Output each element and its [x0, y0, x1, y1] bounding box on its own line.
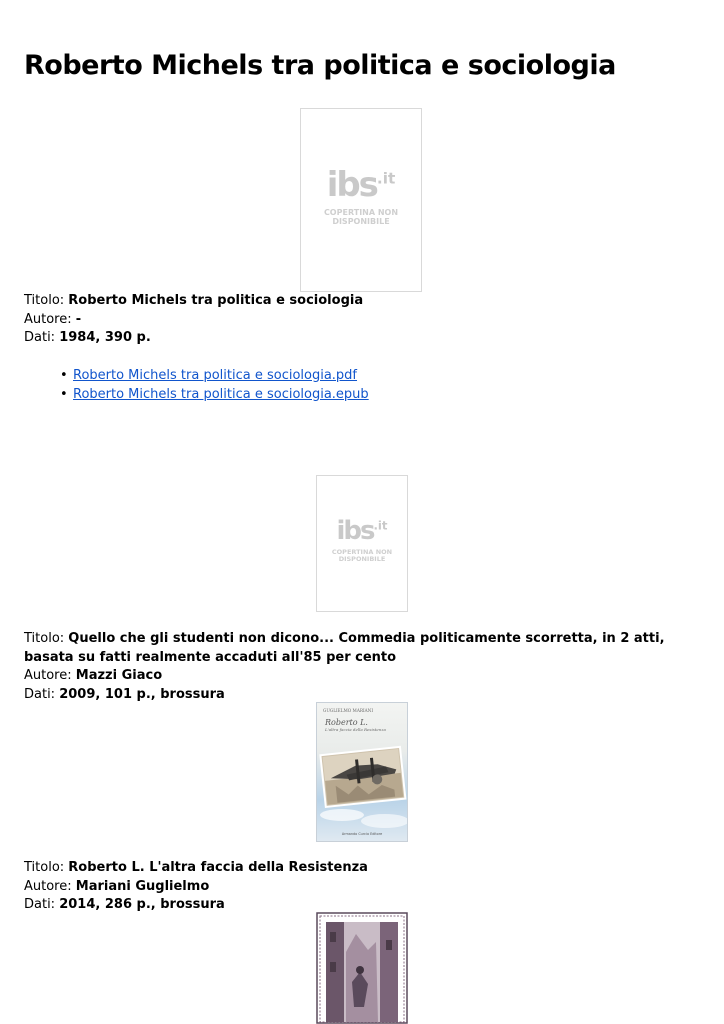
book-cover-placeholder: [300, 108, 422, 292]
svg-text:GUGLIELMO MARIANI: GUGLIELMO MARIANI: [323, 708, 374, 713]
ibs-logo: ibs$^{.it}$: [336, 516, 388, 546]
book-title: Quello che gli studenti non dicono... Commedia politicamente scorretta, in 2 atti, basata su fatti realmente accaduti all'85 per cento: [24, 631, 665, 665]
book-author: Mariani Guglielmo: [75, 878, 210, 894]
page-title: Roberto Michels tra politica e sociologia: [24, 50, 616, 81]
book-data: 1984, 390 p.: [59, 330, 151, 345]
book-author: Mazzi Giaco: [75, 668, 163, 683]
cover-unavailable-text: COPERTINA NON DISPONIBILE: [331, 548, 393, 564]
pdf-download-link[interactable]: Roberto Michels tra politica e sociologia.pdf: [73, 368, 358, 383]
svg-text:Roberto L.: Roberto L.: [325, 718, 368, 727]
book-info: Titolo: Roberto Michels tra politica e sociologia Autore: - Dati: 1984, 390 p.: [24, 293, 364, 345]
cover-illustration: [316, 912, 408, 1024]
list-item: [60, 385, 369, 404]
svg-text:L'altra faccia della Resistenz: L'altra faccia della Resistenza: [325, 727, 386, 732]
book-cover-placeholder: [316, 475, 408, 612]
svg-text:Armando Curcio Editore: Armando Curcio Editore: [341, 832, 383, 836]
book-title: Roberto L. L'altra faccia della Resistenza: [68, 860, 368, 875]
ibs-logo: ibs$^{.it}$: [326, 165, 396, 205]
book-info: Titolo: Quello che gli studenti non dicono... Commedia politicamente scorretta, in 2 atti, basata su fatti realmente accaduti all'85 per cento Autore: Mazzi Giaco Dati: 2009, 101 p., brossura: [24, 631, 665, 702]
book-data: 2009, 101 p., brossura: [59, 686, 225, 702]
book-info: Titolo: Roberto L. L'altra faccia della Resistenza Autore: Mariani Guglielmo Dati: 2014, 286 p., brossura: [24, 860, 368, 912]
book-data: 2014, 286 p., brossura: [59, 897, 225, 912]
list-item: [60, 366, 369, 385]
book-author: -: [75, 311, 82, 327]
book-title: Roberto Michels tra politica e sociologia: [68, 293, 364, 308]
book-cover-image: [316, 912, 408, 1024]
cover-illustration: [317, 703, 407, 841]
book-cover-image: [316, 702, 408, 842]
epub-download-link[interactable]: Roberto Michels tra politica e sociologia.epub: [73, 387, 369, 402]
cover-unavailable-text: COPERTINA NON DISPONIBILE: [323, 208, 399, 226]
download-links: [60, 366, 369, 404]
